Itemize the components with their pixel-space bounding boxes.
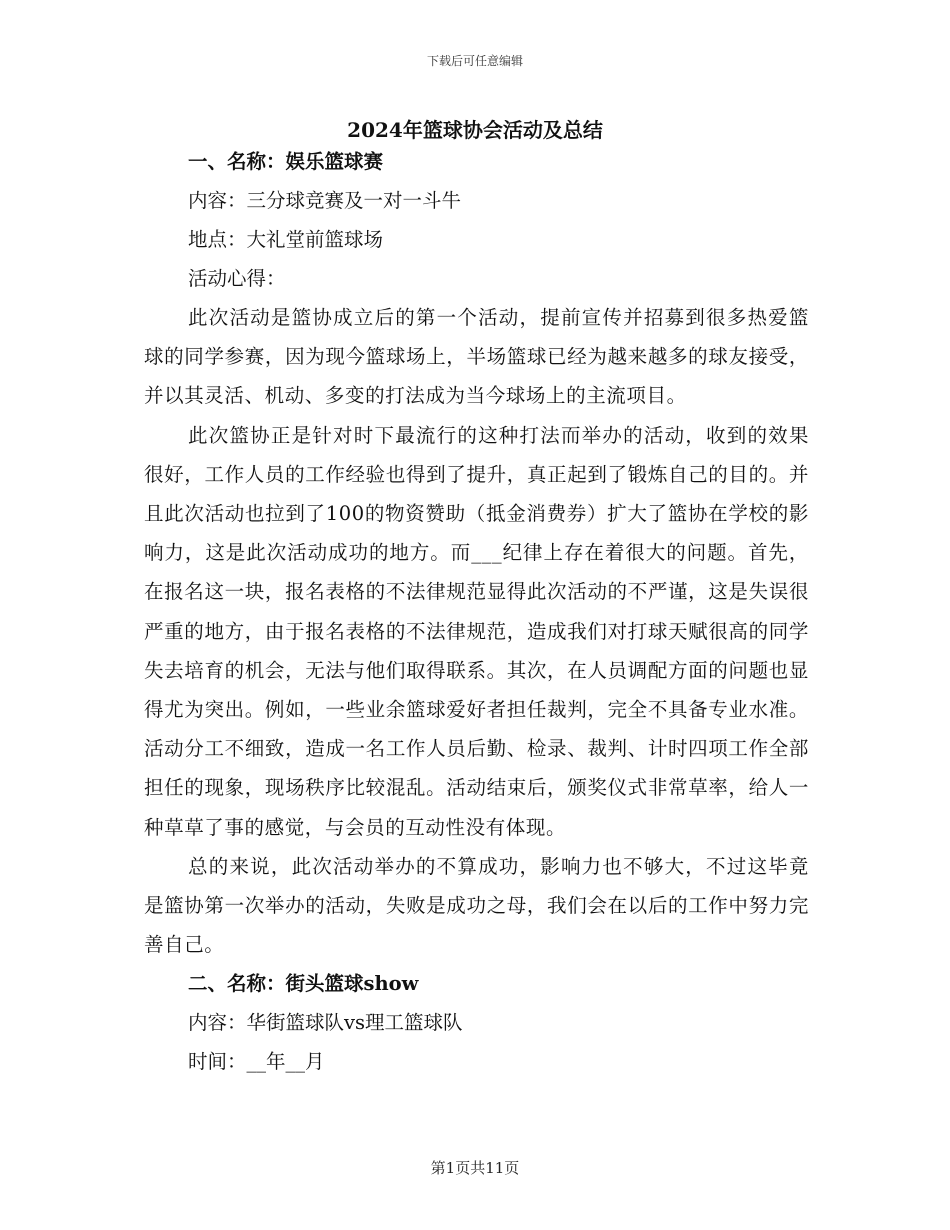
section1-paragraph-3: 总的来说，此次活动举办的不算成功，影响力也不够大，不过这毕竟是篮协第一次举办的活动，失败是成功之母，我们会在以后的工作中努力完善自己。 xyxy=(144,854,809,957)
document-body xyxy=(144,142,809,1081)
section1-location: 地点：大礼堂前篮球场 xyxy=(188,228,384,251)
section1-paragraph-1: 此次活动是篮协成立后的第一个活动，提前宣传并招募到很多热爱篮球的同学参赛，因为现今篮球场上，半场篮球已经为越来越多的球友接受，并以其灵活、机动、多变的打法成为当今球场上的主流项目。 xyxy=(144,306,809,408)
header-note: 下载后可任意编辑 xyxy=(426,54,523,68)
section2-content: 内容：华街篮球队vs理工篮球队 xyxy=(188,1011,463,1035)
section2-heading: 二、名称：街头篮球show xyxy=(188,972,419,996)
section1-heading: 一、名称：娱乐篮球赛 xyxy=(188,150,384,173)
page-footer: 第1页共11页 xyxy=(430,1159,520,1177)
document-title: 2024年篮球协会活动及总结 xyxy=(347,118,603,142)
section1-paragraph-2: 此次篮协正是针对时下最流行的这种打法而举办的活动，收到的效果很好，工作人员的工作经验也得到了提升，真正起到了锻炼自己的目的。并且此次活动也拉到了100的物资赞助（抵金消费券）扩大了篮协在学校的影响力，这是此次活动成功的地方。而___纪律上存在着很大的问题。首先，在报名这一块，报名表格的不法律规范显得此次活动的不严谨，这是失误很严重的地方，由于报名表格的不法律规范，造成我们对打球天赋很高的同学失去培育的机会，无法与他们取得联系。其次，在人员调配方面的问题也显得尤为突出。例如，一些业余篮球爱好者担任裁判，完全不具备专业水准。活动分工不细致，造成一名工作人员后勤、检录、裁判、计时四项工作全部担任的现象，现场秩序比较混乱。活动结束后，颁奖仪式非常草率，给人一种草草了事的感觉，与会员的互动性没有体现。 xyxy=(144,423,809,839)
section1-content: 内容：三分球竞赛及一对一斗牛 xyxy=(188,189,462,212)
section2-time: 时间：__年__月 xyxy=(188,1050,325,1074)
section1-insight-label: 活动心得： xyxy=(188,267,286,290)
